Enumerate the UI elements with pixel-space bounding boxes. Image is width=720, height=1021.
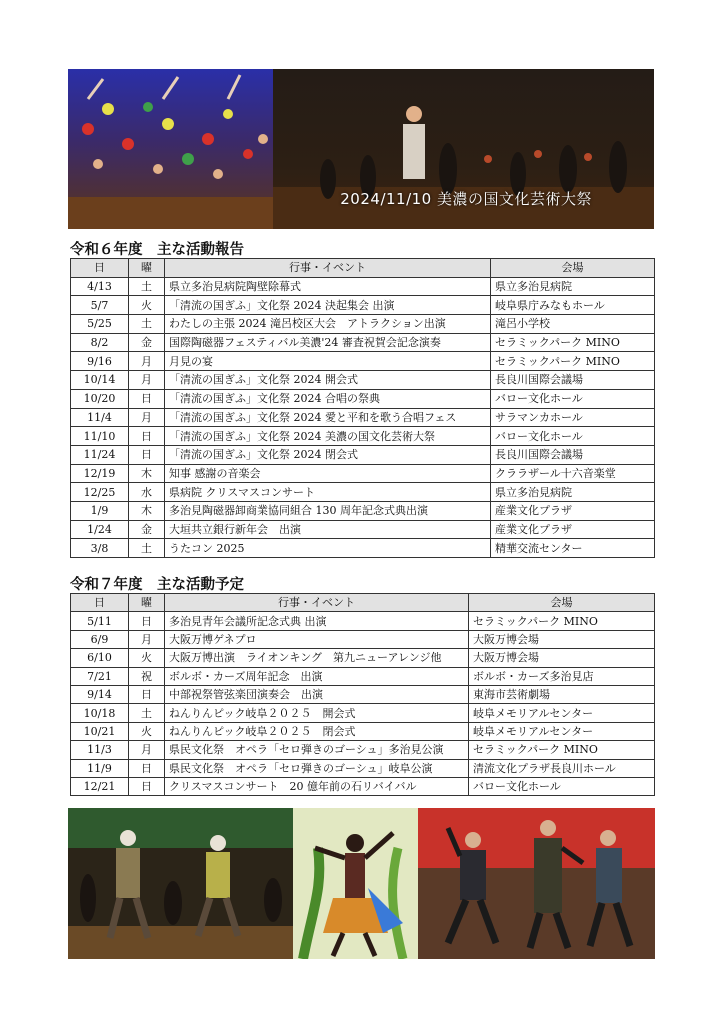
cell-date: 12/25 <box>71 483 129 502</box>
cell-date: 6/10 <box>71 649 129 667</box>
cell-event: 「清流の国ぎふ」文化祭 2024 開会式 <box>165 371 491 390</box>
cell-event: 県民文化祭 オペラ「セロ弾きのゴーシュ」岐阜公演 <box>165 759 469 777</box>
cell-date: 1/9 <box>71 501 129 520</box>
header-event: 行事・イベント <box>165 259 491 278</box>
cell-venue: セラミックパーク MINO <box>491 352 655 371</box>
cell-venue: 東海市芸術劇場 <box>469 685 655 703</box>
cell-date: 11/10 <box>71 427 129 446</box>
cell-date: 10/21 <box>71 722 129 740</box>
table-row <box>71 427 655 446</box>
cell-event: 中部祝祭管弦楽団演奏会 出演 <box>165 685 469 703</box>
cell-event: わたしの主張 2024 滝呂校区大会 アトラクション出演 <box>165 315 491 334</box>
table-row <box>71 649 655 667</box>
table-row <box>71 685 655 703</box>
cell-venue: 大阪万博会場 <box>469 649 655 667</box>
header-date: 日 <box>71 259 129 278</box>
cell-venue: 清流文化プラザ長良川ホール <box>469 759 655 777</box>
cell-weekday: 日 <box>129 759 165 777</box>
cell-weekday: 木 <box>129 501 165 520</box>
cell-venue: セラミックパーク MINO <box>491 333 655 352</box>
cell-date: 12/21 <box>71 777 129 795</box>
hero-caption: 2024/11/10 美濃の国文化芸術大祭 <box>340 190 592 208</box>
cell-date: 12/19 <box>71 464 129 483</box>
cell-event: 「清流の国ぎふ」文化祭 2024 決起集会 出演 <box>165 296 491 315</box>
cell-event: 「清流の国ぎふ」文化祭 2024 合唱の祭典 <box>165 389 491 408</box>
report-table <box>70 258 655 558</box>
table-row <box>71 667 655 685</box>
cell-date: 11/24 <box>71 445 129 464</box>
cell-weekday: 月 <box>129 371 165 390</box>
cell-date: 11/3 <box>71 741 129 759</box>
cell-venue: 長良川国際会議場 <box>491 445 655 464</box>
cell-event: 県民文化祭 オペラ「セロ弾きのゴーシュ」多治見公演 <box>165 741 469 759</box>
cell-weekday: 金 <box>129 333 165 352</box>
cell-venue: 産業文化プラザ <box>491 501 655 520</box>
table-row <box>71 777 655 795</box>
cell-venue: 長良川国際会議場 <box>491 371 655 390</box>
header-venue: 会場 <box>491 259 655 278</box>
cell-venue: 県立多治見病院 <box>491 277 655 296</box>
hero-photo <box>68 69 654 229</box>
table-row <box>71 464 655 483</box>
performance-photo-1 <box>68 808 293 959</box>
cell-venue: 産業文化プラザ <box>491 520 655 539</box>
cell-date: 3/8 <box>71 539 129 558</box>
cell-weekday: 水 <box>129 483 165 502</box>
cell-venue: 大阪万博会場 <box>469 630 655 648</box>
table-row <box>71 630 655 648</box>
cell-event: 国際陶磁器フェスティバル美濃'24 審査祝賀会記念演奏 <box>165 333 491 352</box>
cell-event: ねんりんピック岐阜２０２５ 閉会式 <box>165 722 469 740</box>
cell-weekday: 日 <box>129 389 165 408</box>
cell-weekday: 日 <box>129 685 165 703</box>
cell-weekday: 土 <box>129 315 165 334</box>
header-weekday: 曜 <box>129 594 165 612</box>
cell-weekday: 火 <box>129 296 165 315</box>
performance-photo-3 <box>418 808 655 959</box>
table-row <box>71 371 655 390</box>
cell-venue: セラミックパーク MINO <box>469 741 655 759</box>
table-row <box>71 501 655 520</box>
solo-dancer-illustration <box>293 808 418 959</box>
cell-weekday: 土 <box>129 539 165 558</box>
cell-venue: 滝呂小学校 <box>491 315 655 334</box>
table-row <box>71 445 655 464</box>
cell-event: うたコン 2025 <box>165 539 491 558</box>
cell-date: 6/9 <box>71 630 129 648</box>
table-row <box>71 539 655 558</box>
cell-date: 5/7 <box>71 296 129 315</box>
cell-event: ボルボ・カーズ周年記念 出演 <box>165 667 469 685</box>
table-row <box>71 389 655 408</box>
cell-weekday: 日 <box>129 427 165 446</box>
cell-venue: サラマンカホール <box>491 408 655 427</box>
cell-date: 9/16 <box>71 352 129 371</box>
cell-event: 県立多治見病院陶壁除幕式 <box>165 277 491 296</box>
cell-event: 大阪万博ゲネプロ <box>165 630 469 648</box>
cell-date: 1/24 <box>71 520 129 539</box>
performance-photo-2 <box>293 808 418 959</box>
table-row <box>71 352 655 371</box>
cell-weekday: 土 <box>129 704 165 722</box>
cell-event: 「清流の国ぎふ」文化祭 2024 閉会式 <box>165 445 491 464</box>
cell-date: 5/11 <box>71 612 129 630</box>
cell-venue: 県立多治見病院 <box>491 483 655 502</box>
table-row <box>71 277 655 296</box>
table-row <box>71 315 655 334</box>
cell-event: 「清流の国ぎふ」文化祭 2024 愛と平和を歌う合唱フェス <box>165 408 491 427</box>
table-row <box>71 483 655 502</box>
cell-venue: セラミックパーク MINO <box>469 612 655 630</box>
cell-venue: 岐阜県庁みなもホール <box>491 296 655 315</box>
cell-date: 9/14 <box>71 685 129 703</box>
cell-date: 10/18 <box>71 704 129 722</box>
cell-date: 7/21 <box>71 667 129 685</box>
cell-weekday: 火 <box>129 722 165 740</box>
cell-event: 多治見陶磁器卸商業協同組合 130 周年記念式典出演 <box>165 501 491 520</box>
cell-venue: 岐阜メモリアルセンター <box>469 704 655 722</box>
header-weekday: 曜 <box>129 259 165 278</box>
cell-weekday: 金 <box>129 520 165 539</box>
table-row <box>71 741 655 759</box>
cell-venue: バロー文化ホール <box>491 389 655 408</box>
table-header-row <box>71 259 655 278</box>
table-row <box>71 704 655 722</box>
cell-event: 大垣共立銀行新年会 出演 <box>165 520 491 539</box>
cell-event: 大阪万博出演 ライオンキング 第九ニューアレンジ他 <box>165 649 469 667</box>
cell-date: 4/13 <box>71 277 129 296</box>
header-venue: 会場 <box>469 594 655 612</box>
table-row <box>71 759 655 777</box>
cell-venue: クララザール十六音楽堂 <box>491 464 655 483</box>
group-dancers-illustration <box>418 808 655 959</box>
cell-event: 知事 感謝の音楽会 <box>165 464 491 483</box>
table-row <box>71 296 655 315</box>
plan-table <box>70 593 655 796</box>
header-event: 行事・イベント <box>165 594 469 612</box>
cell-date: 5/25 <box>71 315 129 334</box>
table-row <box>71 408 655 427</box>
cell-weekday: 日 <box>129 445 165 464</box>
dancers-illustration <box>68 808 293 959</box>
cell-event: 県病院 クリスマスコンサート <box>165 483 491 502</box>
cell-date: 10/20 <box>71 389 129 408</box>
cell-weekday: 火 <box>129 649 165 667</box>
cell-event: 月見の宴 <box>165 352 491 371</box>
cell-date: 11/4 <box>71 408 129 427</box>
cell-venue: バロー文化ホール <box>469 777 655 795</box>
cell-venue: ボルボ・カーズ多治見店 <box>469 667 655 685</box>
cell-event: クリスマスコンサート 20 億年前の石リバイバル <box>165 777 469 795</box>
cell-weekday: 月 <box>129 741 165 759</box>
cell-date: 8/2 <box>71 333 129 352</box>
table-row <box>71 333 655 352</box>
cell-weekday: 月 <box>129 352 165 371</box>
cell-date: 10/14 <box>71 371 129 390</box>
plan-heading: 令和７年度 主な活動予定 <box>70 577 244 593</box>
table-row <box>71 520 655 539</box>
cell-weekday: 木 <box>129 464 165 483</box>
cell-event: ねんりんピック岐阜２０２５ 開会式 <box>165 704 469 722</box>
cell-date: 11/9 <box>71 759 129 777</box>
cell-weekday: 祝 <box>129 667 165 685</box>
cell-venue: 岐阜メモリアルセンター <box>469 722 655 740</box>
cell-weekday: 月 <box>129 630 165 648</box>
plan-table-body <box>71 612 655 796</box>
cell-venue: 精華交流センター <box>491 539 655 558</box>
cell-weekday: 日 <box>129 777 165 795</box>
cell-weekday: 月 <box>129 408 165 427</box>
table-row <box>71 612 655 630</box>
cell-weekday: 日 <box>129 612 165 630</box>
table-header-row <box>71 594 655 612</box>
table-row <box>71 722 655 740</box>
cell-event: 多治見青年会議所記念式典 出演 <box>165 612 469 630</box>
report-heading: 令和６年度 主な活動報告 <box>70 242 244 258</box>
cell-venue: バロー文化ホール <box>491 427 655 446</box>
cell-weekday: 土 <box>129 277 165 296</box>
header-date: 日 <box>71 594 129 612</box>
report-table-body <box>71 277 655 557</box>
cell-event: 「清流の国ぎふ」文化祭 2024 美濃の国文化芸術大祭 <box>165 427 491 446</box>
